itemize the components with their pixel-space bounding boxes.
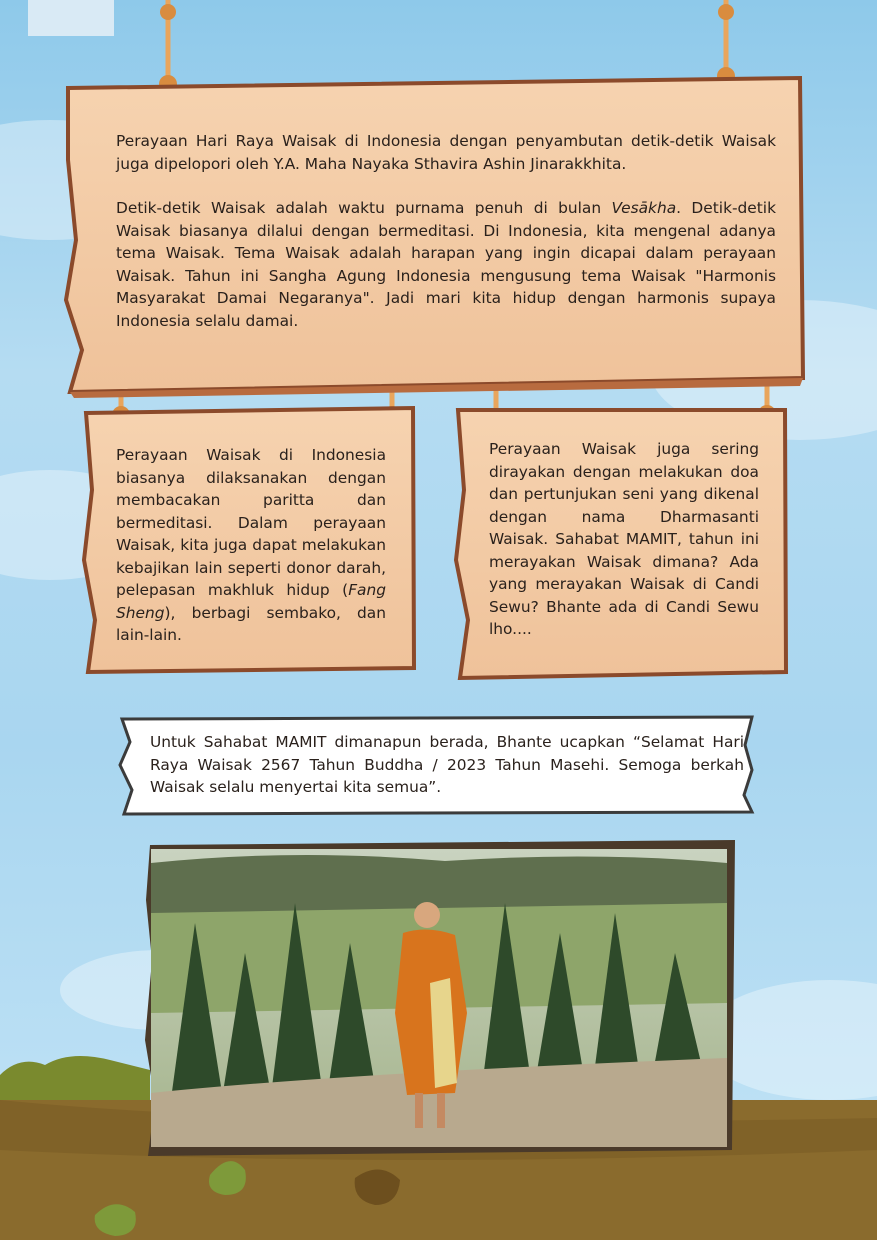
paragraph-2-italic: Vesākha: [611, 199, 677, 217]
left-text-italic: Fang Sheng: [116, 581, 386, 622]
right-board-paragraph: Perayaan Waisak juga sering dirayakan dengan melakukan doa dan pertunjukan seni yang dikenal dengan nama Dharmasanti Waisak. Sahabat MAMIT, tahun ini merayakan Waisak dimana? Ada yang merayakan Waisak di Candi Sewu? Bhante ada di Candi Sewu lho....: [489, 440, 759, 638]
top-board-paragraph-1: Perayaan Hari Raya Waisak di Indonesia dengan penyambutan detik-detik Waisak juga dipelopori oleh Y.A. Maha Nayaka Sthavira Ashin Jinarakkhita.: [116, 132, 776, 173]
left-text-end: ), berbagi sembako, dan lain-lain.: [116, 603, 386, 644]
left-board-paragraph: [116, 444, 386, 647]
monk-photo: [145, 843, 733, 1153]
right-board-text: [489, 438, 759, 641]
left-text-start: Perayaan Waisak di Indonesia biasanya dilaksanakan dengan membacakan paritta dan bermeditasi. Dalam perayaan Waisak, kita juga dapat melakukan kebajikan lain seperti donor darah, pelepasan makhluk hidup (: [116, 446, 386, 599]
left-board-text: [116, 444, 386, 647]
paragraph-2-end: . Detik-detik Waisak biasanya dilalui dengan bermeditasi. Di Indonesia, kita mengenal adanya tema Waisak. Tema Waisak adalah harapan yang ingin dicapai dalam perayaan Waisak. Tahun ini Sangha Agung Indonesia mengusung tema Waisak "Harmonis Masyarakat Damai Negaranya". Jadi mari kita hidup dengan harmonis supaya Indonesia selalu damai.: [116, 199, 776, 330]
top-board-text: [116, 130, 776, 332]
top-board-paragraph-2: [116, 197, 776, 332]
scroll-text: Untuk Sahabat MAMIT dimanapun berada, Bhante ucapkan “Selamat Hari Raya Waisak 2567 Tahun Buddha / 2023 Tahun Masehi. Semoga berkah Waisak selalu menyertai kita semua”.: [150, 733, 744, 796]
paragraph-2-start: Detik-detik Waisak adalah waktu purnama penuh di bulan: [116, 199, 612, 217]
